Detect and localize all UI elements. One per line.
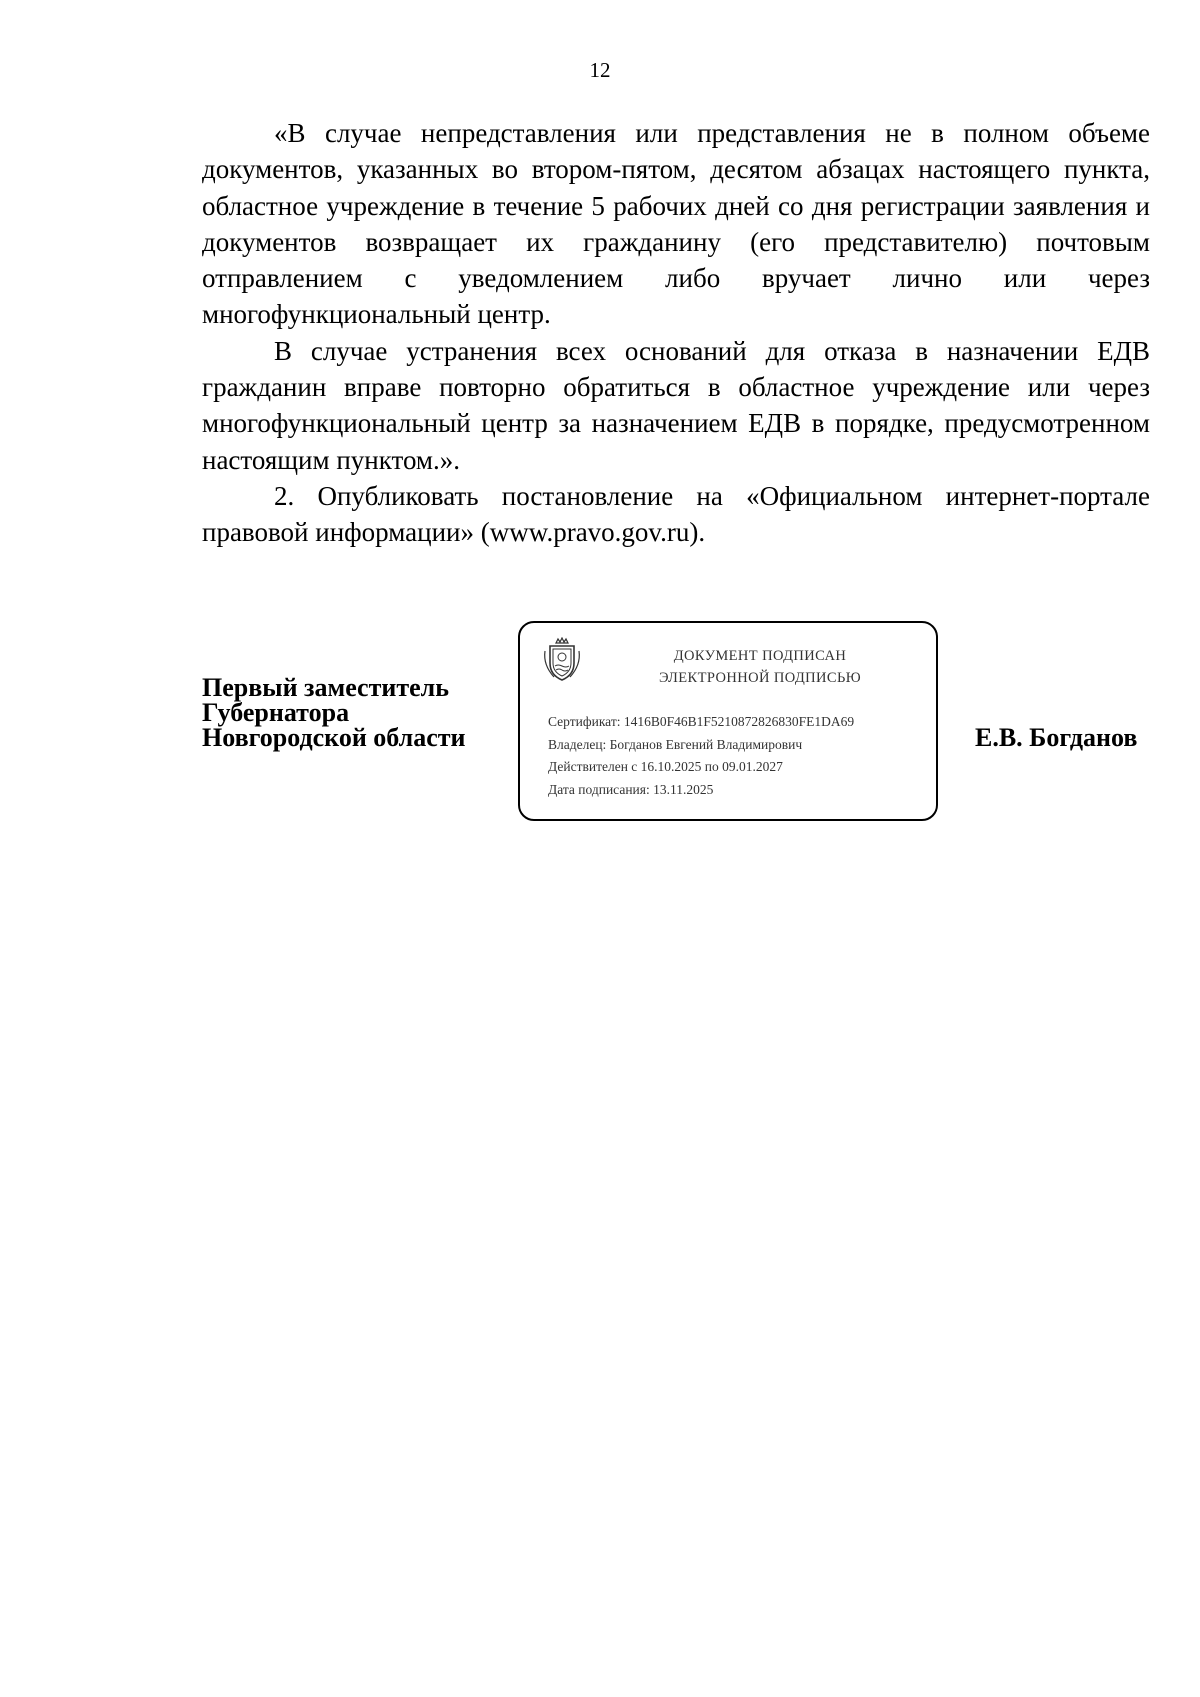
- signer-title-line: Губернатора: [202, 698, 350, 727]
- stamp-heading-line: ЭЛЕКТРОННОЙ ПОДПИСЬЮ: [658, 670, 862, 686]
- stamp-heading: [630, 645, 890, 689]
- paragraph: В случае устранения всех оснований для отказа в назначении ЕДВ гражданин вправе повторно обратиться в областное учреждение или через многофункциональный центр за назначением ЕДВ в порядке, предусмотренном настоящим пунктом.».: [202, 335, 1150, 475]
- signer-title-line: Первый заместитель: [202, 673, 449, 702]
- signer-name: Е.В. Богданов: [975, 723, 1138, 752]
- certificate-owner: Владелец: Богданов Евгений Владимирович: [548, 736, 803, 752]
- signing-date: Дата подписания: 13.11.2025: [548, 781, 714, 797]
- page-number: 12: [589, 58, 611, 82]
- certificate-number: Сертификат: 1416B0F46B1F5210872826830FE1DA69: [548, 714, 855, 729]
- paragraph: 2. Опубликовать постановление на «Официальном интернет-портале правовой информации» (www.pravo.gov.ru).: [202, 480, 1150, 548]
- certificate-validity: Действителен с 16.10.2025 по 09.01.2027: [548, 759, 783, 774]
- document-body: [202, 115, 1150, 551]
- stamp-heading-line: ДОКУМЕНТ ПОДПИСАН: [673, 648, 847, 664]
- paragraph: «В случае непредставления или представления не в полном объеме документов, указанных во втором-пятом, десятом абзацах настоящего пункта, областное учреждение в течение 5 рабочих дней со дня регистрации заявления и документов возвращает их гражданину (его представителю) почтовым отправлением с уведомлением либо вручает лично или через многофункциональный центр.: [202, 118, 1150, 330]
- electronic-signature-stamp: [518, 621, 938, 821]
- signer-title: [202, 675, 466, 750]
- coat-of-arms-icon: [542, 637, 582, 683]
- stamp-details: [548, 711, 854, 801]
- signer-title-line: Новгородской области: [202, 723, 466, 752]
